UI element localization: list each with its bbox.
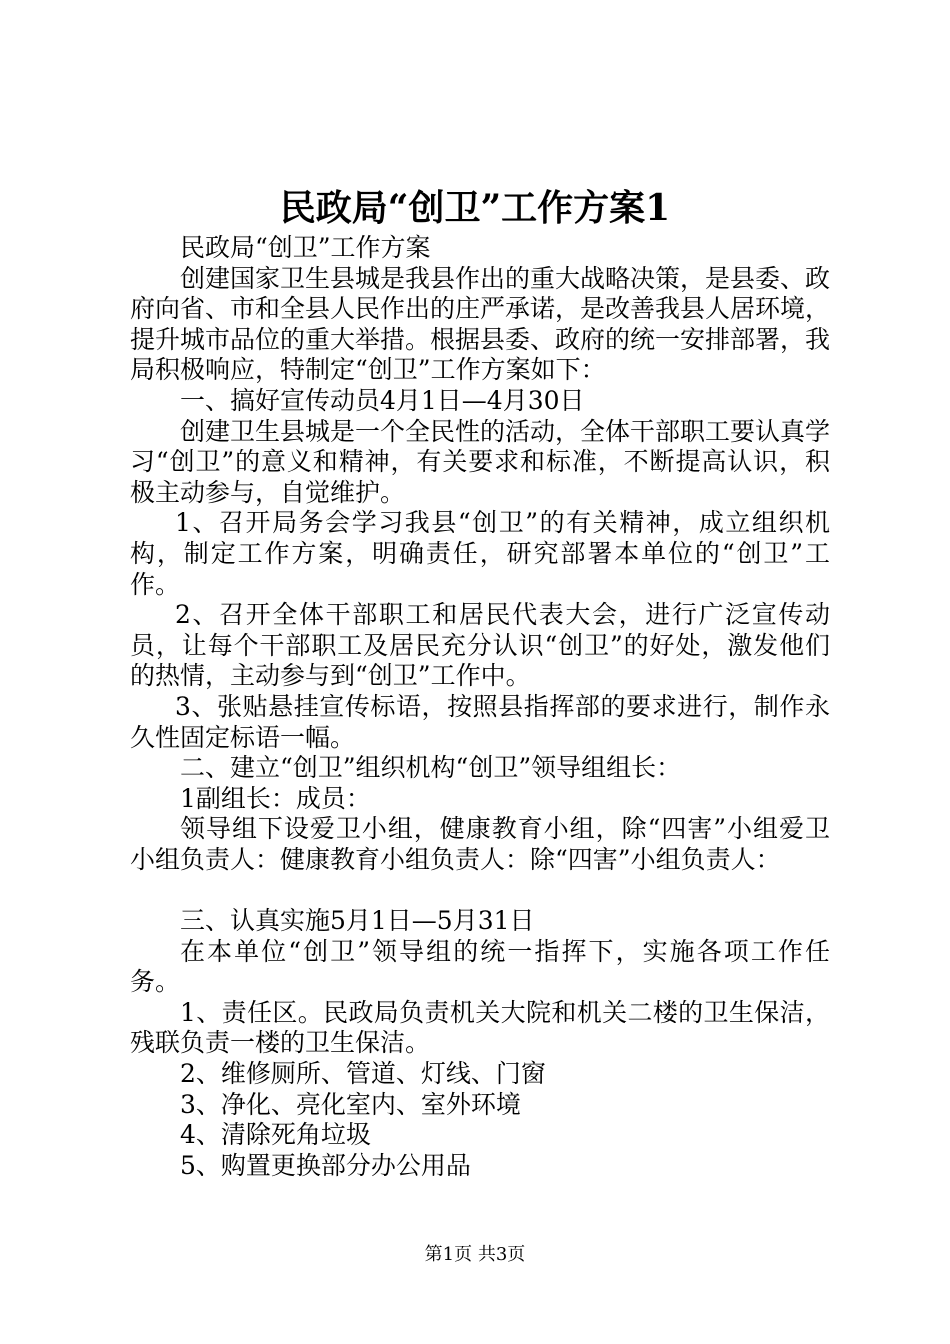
- paragraph-section-1-body: 创建卫生县城是一个全民性的活动，全体干部职工要认真学习“创卫”的意义和精神，有关要求和标准，不断提高认识，积极主动参与，自觉维护。: [130, 416, 831, 507]
- paragraph-subtitle: 民政局“创卫”工作方案: [180, 233, 431, 262]
- list-item-3-4: 4、清除死角垃圾: [180, 1120, 371, 1150]
- list-item-3-2: 2、维修厕所、管道、灯线、门窗: [180, 1059, 546, 1089]
- document-title: 民政局“创卫”工作方案1: [279, 187, 671, 229]
- list-item-3-5: 5、购置更换部分办公用品: [180, 1150, 471, 1180]
- list-item-3-1: 1、责任区。民政局负责机关大院和机关二楼的卫生保洁，残联负责一楼的卫生保洁。: [130, 997, 830, 1058]
- list-item-1-3: 3、张贴悬挂宣传标语，按照县指挥部的要求进行，制作永久性固定标语一幅。: [130, 691, 830, 752]
- heading-section-1: 一、搞好宣传动员4月1日—4月30日: [180, 385, 585, 415]
- list-item-3-3: 3、净化、亮化室内、室外环境: [180, 1089, 521, 1119]
- list-item-1-2: 2、召开全体干部职工和居民代表大会，进行广泛宣传动员，让每个干部职工及居民充分认识“创卫”的好处，激发他们的热情，主动参与到“创卫”工作中。: [130, 600, 830, 691]
- blank-line: [130, 875, 830, 906]
- heading-section-2: 二、建立“创卫”组织机构“创卫”领导组组长：: [180, 753, 682, 783]
- list-item-1-1: 1、召开局务会学习我县“创卫”的有关精神，成立组织机构，制定工作方案，明确责任，研究部署本单位的“创卫”工作。: [130, 508, 830, 599]
- paragraph-subgroups: 领导组下设爱卫小组，健康教育小组，除“四害”小组爱卫小组负责人：健康教育小组负责人：除“四害”小组负责人：: [130, 814, 830, 874]
- paragraph-deputy-members: 1副组长：成员：: [180, 783, 371, 813]
- paragraph-section-3-body: 在本单位“创卫”领导组的统一指挥下，实施各项工作任务。: [130, 936, 830, 997]
- page-footer: 第1页 共3页: [424, 1244, 526, 1265]
- paragraph-intro: 创建国家卫生县城是我县作出的重大战略决策，是县委、政府向省、市和全县人民作出的庄严承诺，是改善我县人居环境，提升城市品位的重大举措。根据县委、政府的统一安排部署，我局积极响应，特制定“创卫”工作方案如下：: [130, 263, 831, 385]
- document-body: [130, 233, 830, 1181]
- heading-section-3: 三、认真实施5月1日—5月31日: [180, 906, 535, 936]
